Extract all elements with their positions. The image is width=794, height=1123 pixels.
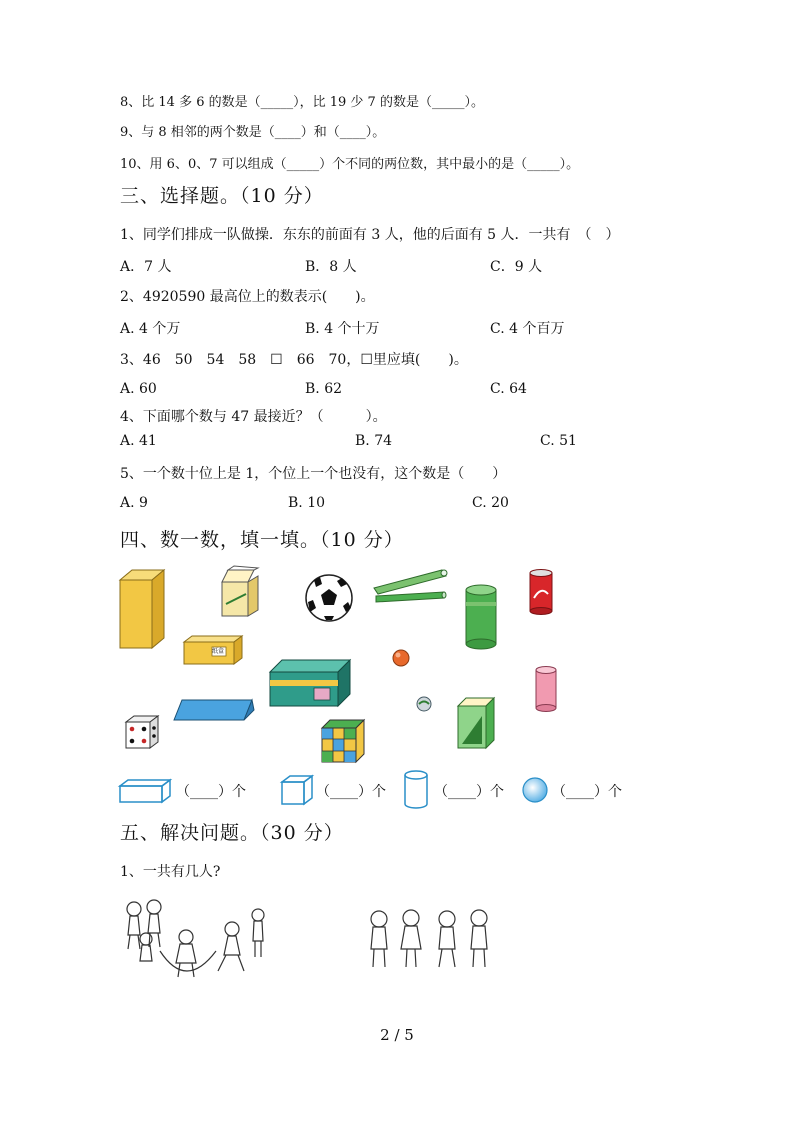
fill-item-10: 10、用 6、0、7 可以组成（_____）个不同的两位数，其中最小的是（_____）。 <box>120 157 580 172</box>
q2-option-b: B. 4 个十万 <box>305 321 380 337</box>
cube-icon <box>280 774 314 806</box>
q2-option-a: A. 4 个万 <box>120 321 181 337</box>
q4-option-a: A. 41 <box>120 433 157 449</box>
count-cylinder: （____）个 <box>434 784 504 800</box>
problem-1: 1、一共有几人? <box>120 864 221 880</box>
flat-box-label: 纸盒 <box>212 648 225 655</box>
q1-option-c: C．9 人 <box>490 259 543 275</box>
q4-option-b: B. 74 <box>355 433 393 449</box>
question-4: 4、下面哪个数与 47 最接近？（ ）。 <box>120 409 387 425</box>
children-standing-image <box>365 905 500 975</box>
fill-item-9: 9、与 8 相邻的两个数是（____）和（____）。 <box>120 125 386 140</box>
cylinder-icon <box>403 770 429 810</box>
green-sticks-image <box>372 566 448 610</box>
yellow-cuboid-image <box>118 568 168 650</box>
milk-carton-image <box>218 566 262 618</box>
q4-option-c: C. 51 <box>540 433 577 449</box>
q3-option-c: C. 64 <box>490 381 527 397</box>
q3-option-a: A. 60 <box>120 381 157 397</box>
q5-option-a: A. 9 <box>120 495 148 511</box>
orange-ball-image <box>391 648 411 668</box>
section-heading-count: 四、数一数，填一填。（10 分） <box>120 529 404 551</box>
green-box-image <box>456 696 496 750</box>
q1-option-b: B．8 人 <box>305 259 357 275</box>
marble-image <box>415 695 433 713</box>
rubiks-cube-image <box>320 718 366 764</box>
children-jump-rope-image <box>120 895 280 985</box>
section-heading-choice: 三、选择题。（10 分） <box>120 185 324 207</box>
question-3: 3、46 50 54 58 ☐ 66 70，☐里应填( )。 <box>120 352 468 368</box>
count-cube: （____）个 <box>316 784 386 800</box>
sphere-icon <box>521 776 549 804</box>
count-sphere: （____）个 <box>552 784 622 800</box>
question-5: 5、一个数十位上是 1，个位上一个也没有，这个数是（ ） <box>120 466 507 482</box>
q3-option-b: B. 62 <box>305 381 343 397</box>
blue-prism-image <box>172 696 256 722</box>
dice-image <box>124 714 162 750</box>
green-cylinder-image <box>464 582 498 652</box>
page-number: 2 / 5 <box>380 1026 414 1044</box>
question-1: 1、同学们排成一队做操．东东的前面有 3 人，他的后面有 5 人．一共有 （ ） <box>120 227 620 243</box>
question-2: 2、4920590 最高位上的数表示( )。 <box>120 289 375 305</box>
red-can-image <box>528 568 554 616</box>
pink-cylinder-image <box>534 664 558 714</box>
cuboid-icon <box>118 778 174 804</box>
q5-option-b: B. 10 <box>288 495 326 511</box>
teal-box-image <box>268 658 352 708</box>
q5-option-c: C. 20 <box>472 495 509 511</box>
section-heading-problems: 五、解决问题。（30 分） <box>120 822 344 844</box>
q1-option-a: A．7 人 <box>120 259 172 275</box>
fill-item-8: 8、比 14 多 6 的数是（_____），比 19 少 7 的数是（_____）。 <box>120 95 484 110</box>
count-cuboid: （____）个 <box>176 784 246 800</box>
soccer-ball-image <box>304 572 354 624</box>
q2-option-c: C. 4 个百万 <box>490 321 565 337</box>
